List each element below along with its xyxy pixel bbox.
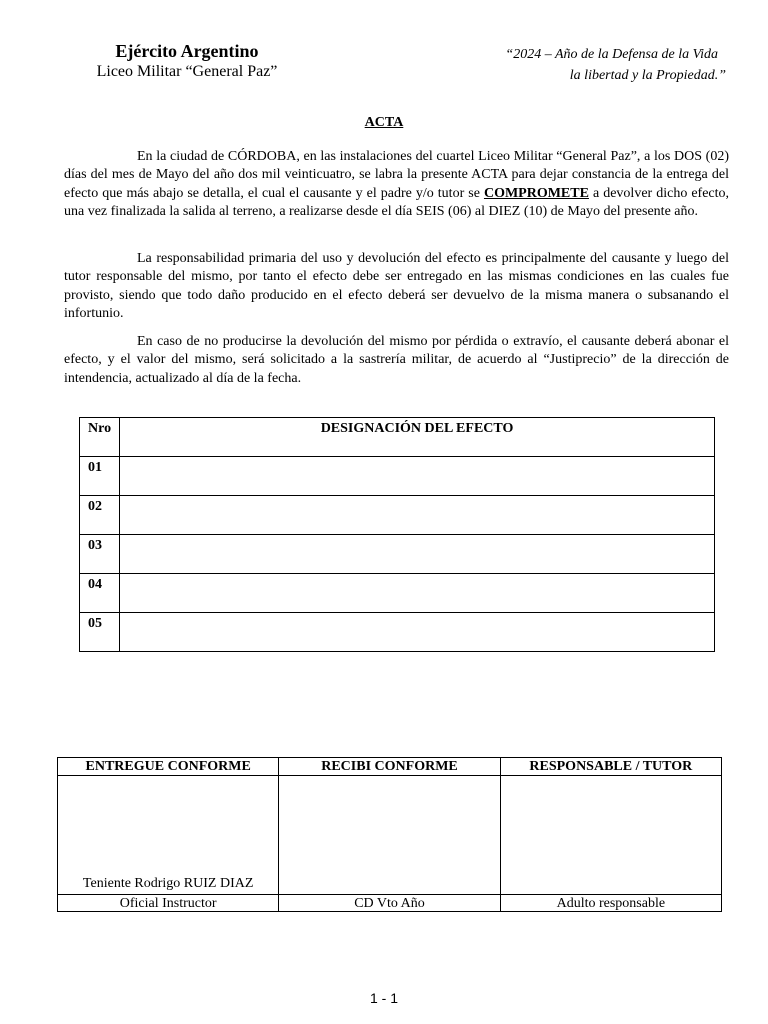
designation-cell[interactable]: [120, 535, 715, 574]
header-institution: [62, 40, 312, 82]
motto-line-1: “2024 – Año de la Defensa de la Vida: [505, 47, 718, 62]
row-number: 02: [80, 496, 120, 535]
row-number: 04: [80, 574, 120, 613]
motto-line-2: la libertad y la Propiedad.”: [569, 68, 726, 83]
signature-roles: [58, 895, 722, 912]
header-entregue-conforme: ENTREGUE CONFORME: [58, 758, 279, 776]
table-row: [80, 535, 715, 574]
table-row: [80, 457, 715, 496]
table-row: [80, 574, 715, 613]
designation-cell[interactable]: [120, 496, 715, 535]
role-cd-vto-ano: CD Vto Año: [279, 895, 500, 912]
designation-cell[interactable]: [120, 613, 715, 652]
paragraph-1-emphasis: COMPROMETE: [483, 185, 589, 201]
items-table: [79, 417, 715, 652]
page-number: 1 - 1: [369, 990, 398, 1006]
designation-cell[interactable]: [120, 457, 715, 496]
signature-box-recibi[interactable]: [279, 776, 500, 895]
signature-table: [57, 757, 722, 912]
paragraph-1-text-a: En la ciudad de CÓRDOBA, en las instalaciones del cuartel Liceo Militar “General Paz”, a los DOS (02) días del mes de Mayo del año dos mil veinticuatro, se labra la presente ACTA para dejar constancia de la entrega del efecto que más abajo se detalla, el cual el causante y el padre y/o tutor se: [64, 149, 729, 201]
row-number: 03: [80, 535, 120, 574]
designation-cell[interactable]: [120, 574, 715, 613]
paragraph-3-text: En caso de no producirse la devolución del mismo por pérdida o extravío, el causante deberá abonar el efecto, y el valor del mismo, será solicitado a la sastrería militar, de acuerdo al “Justiprecio” de la dirección de intendencia, actualizado al día de la fecha.: [64, 334, 729, 386]
signature-headers: [58, 758, 722, 776]
table-row: [80, 496, 715, 535]
table-row: [80, 613, 715, 652]
paragraph-1-text-b: a devolver dicho efecto, una vez finalizada la salida al terreno, a realizarse desde el día SEIS (06) al DIEZ (10) de Mayo del presente año.: [64, 185, 730, 219]
school-name: Liceo Militar “General Paz”: [96, 63, 278, 80]
column-header-nro: Nro: [80, 418, 120, 457]
organization-name: Ejército Argentino: [115, 41, 259, 61]
paragraph-2-text: La responsabilidad primaria del uso y devolución del efecto es principalmente del causante y luego del tutor responsable del mismo, por tanto el efecto debe ser entregado en las mismas condiciones en las cuales fue provisto, siendo que todo daño producido en el efecto deberá ser devuelvo de la misma manera o subsanando el infortunio.: [64, 251, 729, 321]
signature-box-entregue[interactable]: [58, 776, 279, 895]
paragraph-1: [64, 148, 729, 221]
paragraph-3: [64, 333, 729, 388]
header-recibi-conforme: RECIBI CONFORME: [279, 758, 500, 776]
role-adulto-responsable: Adulto responsable: [500, 895, 721, 912]
document-title: ACTA: [364, 115, 404, 130]
header-responsable-tutor: RESPONSABLE / TUTOR: [500, 758, 721, 776]
row-number: 01: [80, 457, 120, 496]
items-table-header: [80, 418, 715, 457]
row-number: 05: [80, 613, 120, 652]
header-motto: [430, 44, 726, 86]
role-oficial-instructor: Oficial Instructor: [58, 895, 279, 912]
signature-space-row: [58, 776, 722, 895]
signature-box-responsable[interactable]: [500, 776, 721, 895]
column-header-designation: DESIGNACIÓN DEL EFECTO: [120, 418, 715, 457]
paragraph-2: [64, 250, 729, 323]
signer-name: Teniente Rodrigo RUIZ DIAZ: [82, 876, 254, 891]
